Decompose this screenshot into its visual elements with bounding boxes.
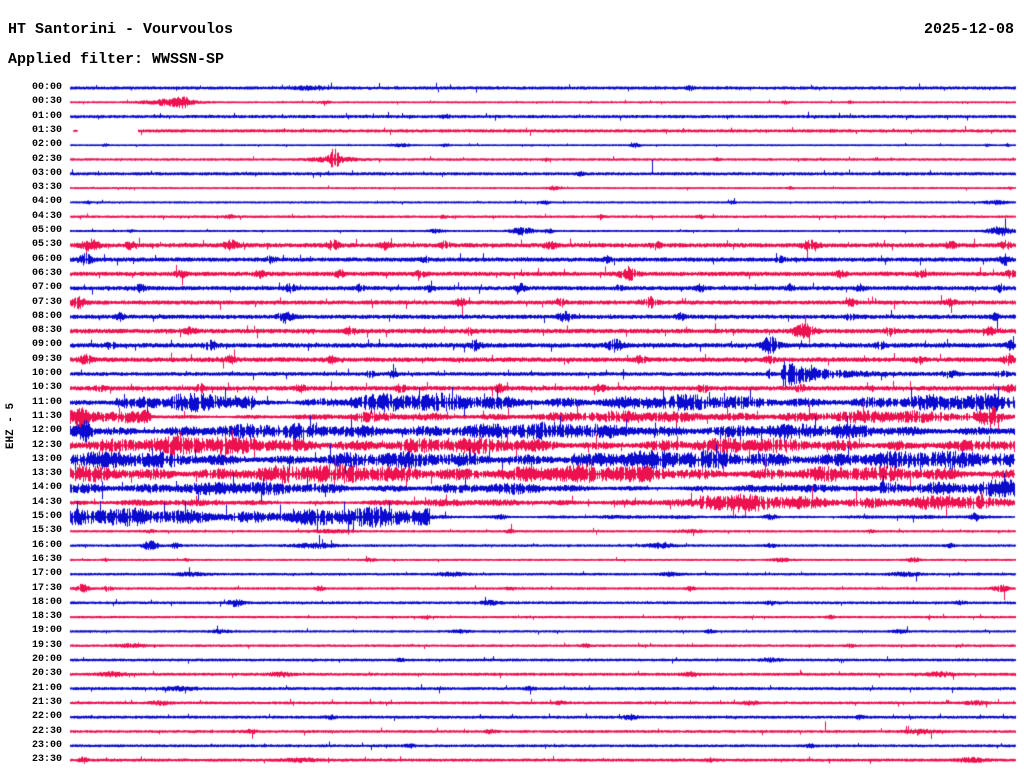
time-label: 15:00 xyxy=(31,511,62,522)
time-label: 03:00 xyxy=(31,167,62,179)
time-label: 02:00 xyxy=(31,139,62,151)
time-label: 12:00 xyxy=(31,425,62,437)
time-label: 20:00 xyxy=(31,654,62,665)
time-label: 02:30 xyxy=(31,153,62,165)
time-label: 16:00 xyxy=(31,539,62,551)
channel-axis-label: EHZ - 5 xyxy=(5,402,17,450)
time-label: 07:00 xyxy=(31,282,62,294)
filter-label: Applied filter: WWSSN-SP xyxy=(8,51,225,68)
time-label: 22:30 xyxy=(31,725,62,737)
record-date: 2025-12-08 xyxy=(923,21,1014,38)
time-label: 23:00 xyxy=(31,739,62,751)
time-label: 06:30 xyxy=(31,267,62,279)
time-label: 10:00 xyxy=(31,368,62,379)
time-label: 18:30 xyxy=(31,611,62,623)
time-label: 03:30 xyxy=(31,182,62,194)
time-label: 10:30 xyxy=(31,382,62,394)
time-label: 11:30 xyxy=(31,410,62,422)
time-label: 07:30 xyxy=(31,296,62,308)
time-label: 08:30 xyxy=(31,325,62,337)
time-label: 12:30 xyxy=(31,439,62,451)
time-label: 00:00 xyxy=(31,82,62,93)
station-title: HT Santorini - Vourvoulos xyxy=(8,21,234,38)
time-label: 21:00 xyxy=(31,682,62,694)
time-label: 17:00 xyxy=(31,568,62,580)
time-label: 18:00 xyxy=(31,596,62,608)
time-label: 06:00 xyxy=(31,253,62,265)
time-label: 05:00 xyxy=(31,225,62,236)
time-label: 00:30 xyxy=(31,96,62,108)
time-label: 09:30 xyxy=(31,353,62,365)
time-label: 14:00 xyxy=(31,482,62,494)
time-label: 21:30 xyxy=(31,696,62,708)
time-label: 14:30 xyxy=(31,496,62,508)
time-label: 13:00 xyxy=(31,453,62,465)
time-label: 04:30 xyxy=(31,210,62,222)
time-label: 05:30 xyxy=(31,239,62,251)
time-label: 20:30 xyxy=(31,668,62,680)
time-label: 08:00 xyxy=(31,310,62,322)
time-label: 01:00 xyxy=(31,110,62,122)
time-label: 04:00 xyxy=(31,196,62,208)
time-label: 01:30 xyxy=(31,124,62,136)
time-label: 09:00 xyxy=(31,339,62,351)
time-label: 13:30 xyxy=(31,468,62,480)
time-label: 19:00 xyxy=(31,625,62,637)
time-label: 11:00 xyxy=(31,396,62,408)
time-label: 19:30 xyxy=(31,639,62,651)
time-label: 16:30 xyxy=(31,553,62,565)
time-label: 15:30 xyxy=(31,525,62,537)
time-label: 23:30 xyxy=(31,754,62,766)
time-label: 17:30 xyxy=(31,582,62,594)
time-label: 22:00 xyxy=(31,711,62,723)
